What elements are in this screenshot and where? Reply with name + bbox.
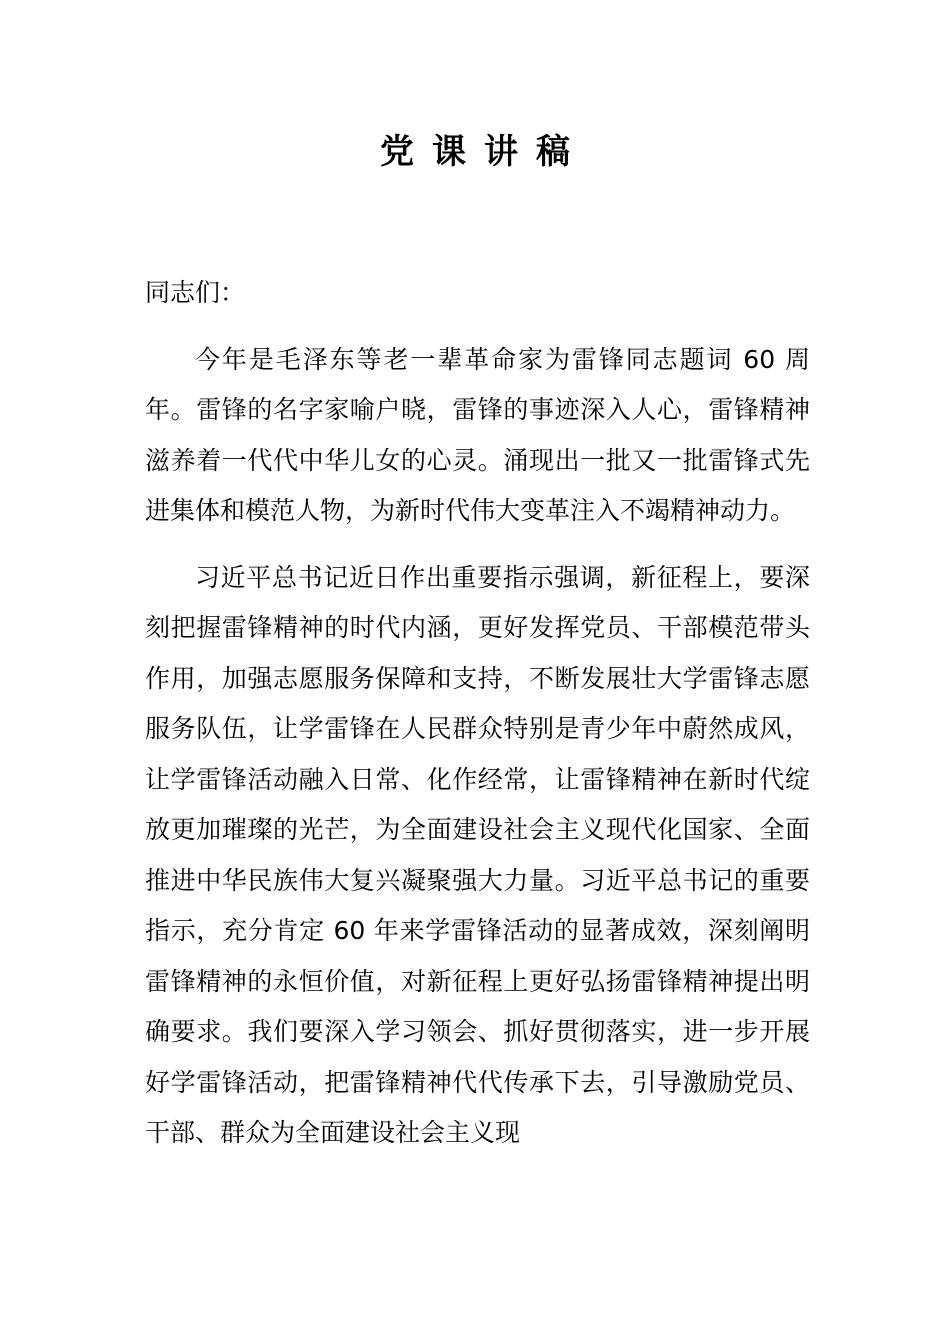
document-body bbox=[145, 268, 810, 1175]
paragraph-1: 今年是毛泽东等老一辈革命家为雷锋同志题词 60 周年。雷锋的名字家喻户晓，雷锋的事迹深入人心，雷锋精神滋养着一代代中华儿女的心灵。涌现出一批又一批雷锋式先进集体和模范人物，为新时代伟大变革注入不竭精神动力。 bbox=[145, 344, 810, 525]
salutation: 同志们： bbox=[145, 278, 246, 307]
paragraph-2: 习近平总书记近日作出重要指示强调，新征程上，要深刻把握雷锋精神的时代内涵，更好发挥党员、干部模范带头作用，加强志愿服务保障和支持，不断发展壮大学雷锋志愿服务队伍，让学雷锋在人民群众特别是青少年中蔚然成风，让学雷锋活动融入日常、化作经常，让雷锋精神在新时代绽放更加璀璨的光芒，为全面建设社会主义现代化国家、全面推进中华民族伟大复兴凝聚强大力量。习近平总书记的重要指示，充分肯定 60 年来学雷锋活动的显著成效，深刻阐明雷锋精神的永恒价值，对新征程上更好弘扬雷锋精神提出明确要求。我们要深入学习领会、抓好贯彻落实，进一步开展好学雷锋活动，把雷锋精神代代传承下去，引导激励党员、干部、群众为全面建设社会主义现 bbox=[145, 562, 810, 1147]
document-title: 党课讲稿 bbox=[380, 132, 588, 172]
